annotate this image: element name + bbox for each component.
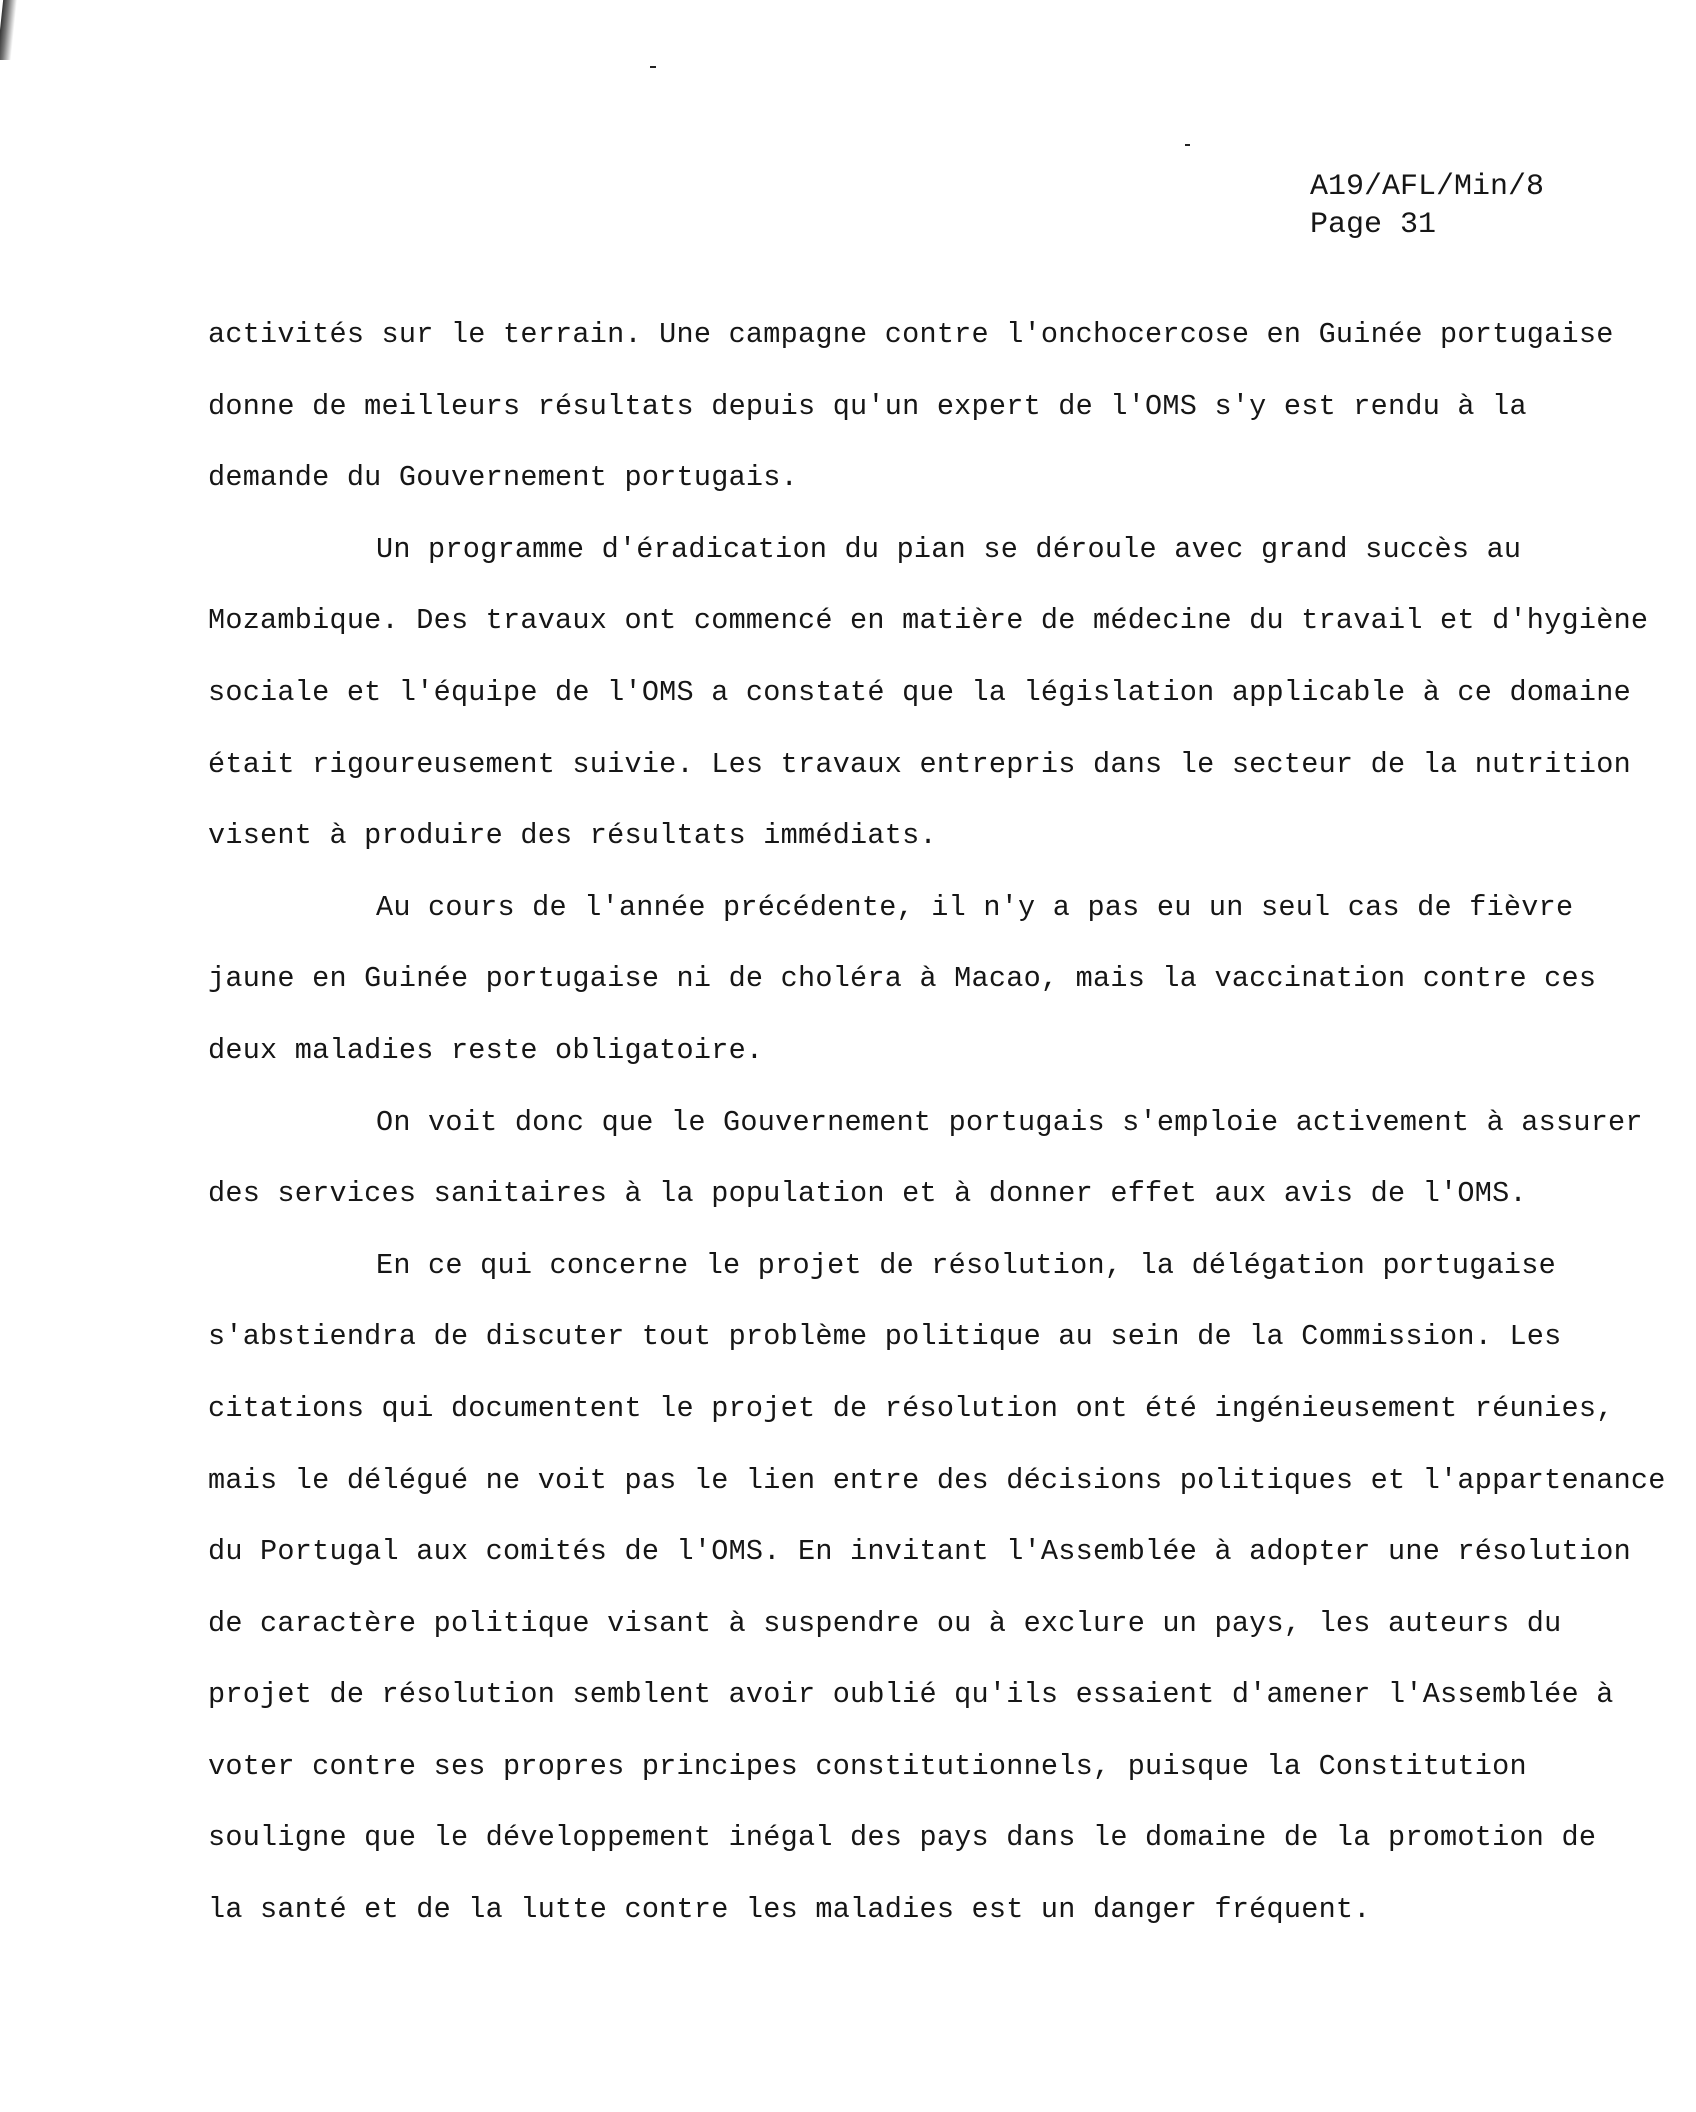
text-line: On voit donc que le Gouvernement portugais s'emploie activement à assurer	[376, 1105, 1643, 1139]
text-line: du Portugal aux comités de l'OMS. En invitant l'Assemblée à adopter une résolution	[208, 1535, 1631, 1569]
text-line: sociale et l'équipe de l'OMS a constaté que la législation applicable à ce domaine	[208, 675, 1631, 709]
text-line: souligne que le développement inégal des pays dans le domaine de la promotion de	[208, 1821, 1597, 1855]
text-line: jaune en Guinée portugaise ni de choléra à Macao, mais la vaccination contre ces	[208, 962, 1597, 996]
text-line: Au cours de l'année précédente, il n'y a pas eu un seul cas de fièvre	[376, 890, 1574, 924]
text-line: de caractère politique visant à suspendre ou à exclure un pays, les auteurs du	[208, 1606, 1562, 1640]
text-line: citations qui documentent le projet de résolution ont été ingénieusement réunies,	[208, 1391, 1614, 1425]
text-line: mais le délégué ne voit pas le lien entre des décisions politiques et l'appartenance	[208, 1463, 1666, 1497]
text-line: visent à produire des résultats immédiats.	[208, 819, 937, 853]
text-line: Mozambique. Des travaux ont commencé en matière de médecine du travail et d'hygiène	[208, 604, 1649, 638]
text-line: était rigoureusement suivie. Les travaux entrepris dans le secteur de la nutrition	[208, 747, 1631, 781]
page-number: Page 31	[1310, 208, 1437, 242]
scan-dash-mark	[650, 66, 656, 68]
text-line: Un programme d'éradication du pian se déroule avec grand succès au	[376, 532, 1522, 566]
text-line: des services sanitaires à la population et à donner effet aux avis de l'OMS.	[208, 1177, 1527, 1211]
text-line: En ce qui concerne le projet de résolution, la délégation portugaise	[376, 1248, 1556, 1282]
document-body	[208, 315, 1666, 1962]
text-line: voter contre ses propres principes constitutionnels, puisque la Constitution	[208, 1749, 1527, 1783]
scan-dash-mark	[1185, 144, 1190, 146]
text-line: s'abstiendra de discuter tout problème politique au sein de la Commission. Les	[208, 1320, 1562, 1354]
text-line: donne de meilleurs résultats depuis qu'un expert de l'OMS s'y est rendu à la	[208, 389, 1527, 423]
text-line: activités sur le terrain. Une campagne contre l'onchocercose en Guinée portugaise	[208, 318, 1614, 351]
text-line: deux maladies reste obligatoire.	[208, 1033, 764, 1067]
text-line: demande du Gouvernement portugais.	[208, 461, 798, 495]
text-line: la santé et de la lutte contre les maladies est un danger fréquent.	[208, 1893, 1371, 1927]
page-header	[1310, 168, 1544, 244]
text-line: projet de résolution semblent avoir oublié qu'ils essaient d'amener l'Assemblée à	[208, 1678, 1614, 1712]
document-reference: A19/AFL/Min/8	[1310, 170, 1545, 204]
scan-edge-mark	[0, 0, 17, 60]
